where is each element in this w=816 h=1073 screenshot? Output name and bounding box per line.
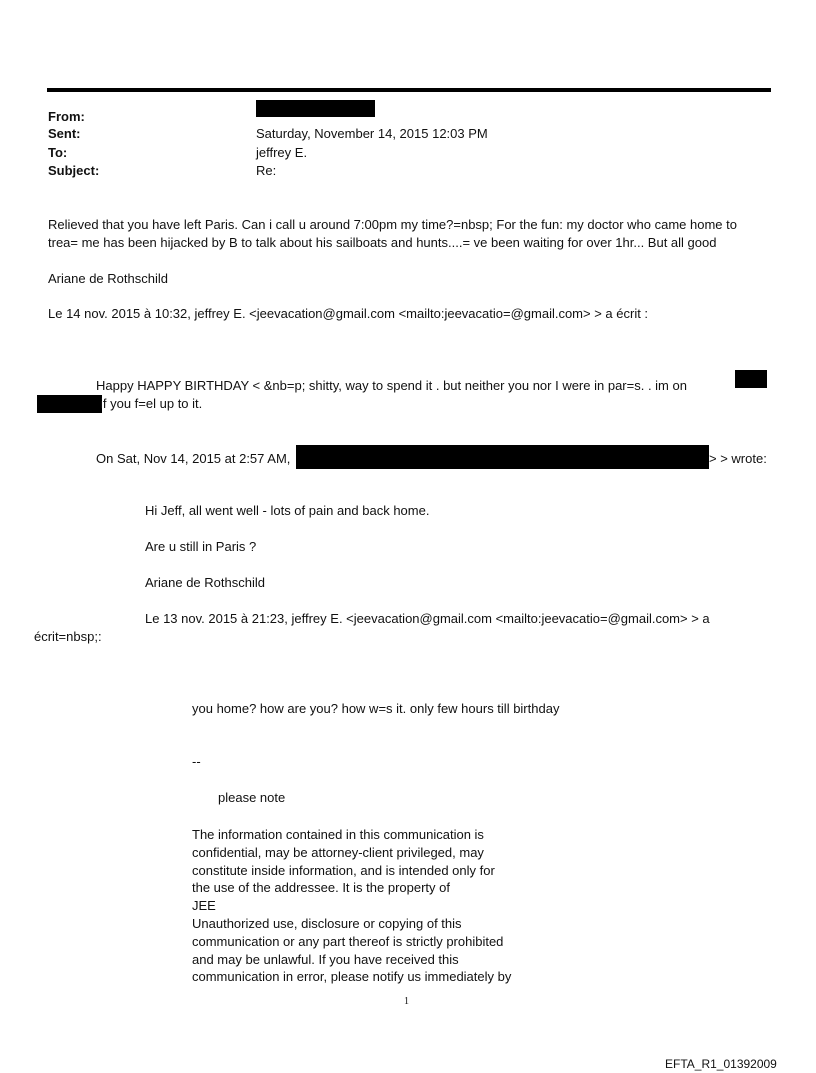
disclaimer-line: the use of the addressee. It is the property of bbox=[192, 880, 450, 896]
signature: Ariane de Rothschild bbox=[48, 271, 168, 286]
to-value: jeffrey E. bbox=[256, 145, 308, 160]
quote-header-3-line-1: Le 13 nov. 2015 à 21:23, jeffrey E. <jeevacation@gmail.com <mailto:jeevacatio=@gmail.com> > a bbox=[145, 611, 710, 626]
disclaimer-block bbox=[192, 826, 511, 986]
nested-signature: Ariane de Rothschild bbox=[145, 575, 265, 590]
sent-value: Saturday, November 14, 2015 12:03 PM bbox=[256, 126, 488, 141]
please-note: please note bbox=[218, 790, 286, 805]
signature-dashes: -- bbox=[192, 754, 201, 769]
redaction-email-address bbox=[296, 445, 709, 469]
body-line-2: trea= me has been hijacked by B to talk about his sailboats and hunts....= ve been waiting for over 1hr... But all good bbox=[48, 235, 717, 250]
disclaimer-line: The information contained in this communication is bbox=[192, 827, 484, 842]
quote-header-2-end: > > wrote: bbox=[709, 451, 767, 466]
disclaimer-line: constitute inside information, and is intended only for bbox=[192, 862, 495, 878]
body-line-1: Relieved that you have left Paris. Can i call u around 7:00pm my time?=nbsp; For the fun: my doctor who came home to bbox=[48, 217, 737, 232]
document-id: EFTA_R1_01392009 bbox=[665, 1057, 777, 1071]
quote-header-1: Le 14 nov. 2015 à 10:32, jeffrey E. <jeevacation@gmail.com <mailto:jeevacatio=@gmail.com> > a écrit : bbox=[48, 306, 649, 321]
disclaimer-line: and may be unlawful. If you have received this bbox=[192, 951, 459, 967]
disclaimer-line: JEE bbox=[192, 898, 216, 914]
from-label: From: bbox=[48, 109, 85, 124]
subject-value: Re: bbox=[256, 163, 277, 178]
quote-1-line-2: if you f=el up to it. bbox=[100, 396, 203, 411]
disclaimer-line: Unauthorized use, disclosure or copying of this bbox=[192, 915, 462, 931]
header-rule bbox=[47, 88, 771, 92]
disclaimer-line: confidential, may be attorney-client privileged, may bbox=[192, 844, 484, 860]
sent-label: Sent: bbox=[48, 126, 81, 141]
quote-1-line-1: Happy HAPPY BIRTHDAY < &nb=p; shitty, way to spend it . but neither you nor I were in par=s. . im on bbox=[96, 378, 687, 393]
redaction-quote-1a bbox=[735, 370, 767, 388]
quote-header-2-start: On Sat, Nov 14, 2015 at 2:57 AM, bbox=[96, 451, 291, 466]
subject-label: Subject: bbox=[48, 163, 100, 178]
redaction-from bbox=[256, 100, 375, 117]
deep-quote-line: you home? how are you? how w=s it. only few hours till birthday bbox=[192, 701, 560, 716]
page-number: 1 bbox=[404, 996, 409, 1007]
redaction-quote-1b bbox=[37, 395, 102, 413]
nested-line-1: Hi Jeff, all went well - lots of pain and back home. bbox=[145, 503, 430, 518]
disclaimer-line: communication or any part thereof is strictly prohibited bbox=[192, 933, 504, 949]
disclaimer-line: communication in error, please notify us immediately by bbox=[192, 969, 512, 985]
nested-line-2: Are u still in Paris ? bbox=[145, 539, 257, 554]
to-label: To: bbox=[48, 145, 68, 160]
quote-header-3-line-2: écrit=nbsp;: bbox=[34, 629, 102, 644]
